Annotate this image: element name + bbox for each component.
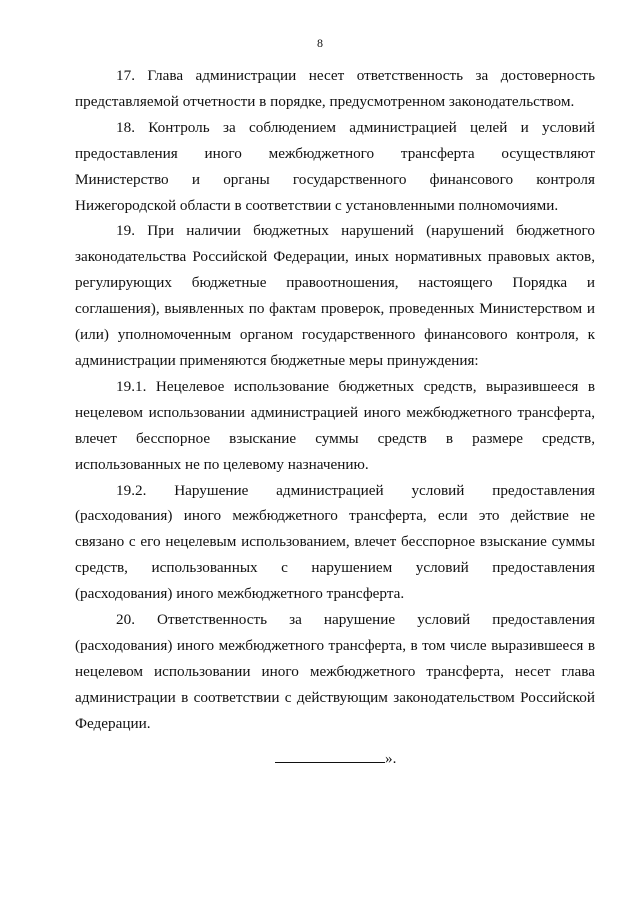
closing-line bbox=[275, 746, 595, 772]
paragraph-19-1: 19.1. Нецелевое использование бюджетных средств, выразившееся в нецелевом использовании администрацией иного межбюджетного трансферта, влечет бесспорное взыскание суммы средств в размере средств, использованных не по целевому назначению. bbox=[75, 377, 595, 473]
paragraph-19-2: 19.2. Нарушение администрацией условий предоставления (расходования) иного межбюджетного трансферта, если это действие не связано с его нецелевым использованием, влечет бесспорное взыскание суммы средств, использованных с нарушением условий предоставления (расходования) иного межбюджетного трансферта. bbox=[75, 481, 595, 603]
paragraph-17: 17. Глава администрации несет ответственность за достоверность представляемой отчетности в порядке, предусмотренном законодательством. bbox=[75, 67, 595, 110]
paragraph-18: 18. Контроль за соблюдением администрацией целей и условий предоставления иного межбюджетного трансферта осуществляют Министерство и органы государственного финансового контроля Нижегородской области в соответствии с установленными полномочиями. bbox=[75, 118, 595, 214]
paragraph-20: 20. Ответственность за нарушение условий предоставления (расходования) иного межбюджетного трансферта, в том числе выразившееся в нецелевом использовании иного межбюджетного трансферта, несет глава администрации в соответствии с действующим законодательством Российской Федерации. bbox=[75, 611, 595, 732]
document-body bbox=[75, 63, 595, 771]
closing-quote-mark: ». bbox=[385, 749, 397, 767]
signature-underline bbox=[275, 750, 385, 763]
paragraph-19: 19. При наличии бюджетных нарушений (нарушений бюджетного законодательства Российской Федерации, иных нормативных правовых актов, регулирующих бюджетные правоотношения, настоящего Порядка и соглашения), выявленных по фактам проверок, проведенных Министерством и (или) уполномоченным органом государственного финансового контроля, к администрации применяются бюджетные меры принуждения: bbox=[75, 222, 595, 369]
page-number: 8 bbox=[317, 36, 323, 50]
